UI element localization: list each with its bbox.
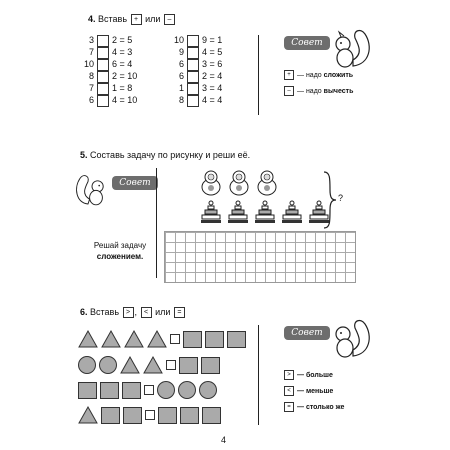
matryoshka-icon <box>200 170 222 196</box>
square-shape <box>179 357 198 374</box>
circle-shape <box>157 381 175 399</box>
less-box[interactable]: < <box>141 307 152 318</box>
answer-box[interactable] <box>166 360 176 370</box>
answer-box[interactable] <box>187 71 199 83</box>
equation-first-number: 10 <box>83 59 94 69</box>
answer-box[interactable] <box>145 410 155 420</box>
equation-row <box>80 94 137 106</box>
square-shape <box>123 407 142 424</box>
divider <box>258 325 259 425</box>
equation-row <box>80 34 137 46</box>
equation-rest: 3 = 6 <box>202 59 223 69</box>
equation-first-number: 6 <box>88 95 94 105</box>
equation-first-number: 7 <box>88 83 94 93</box>
triangle-shape <box>120 356 140 374</box>
shape-row-2 <box>78 356 220 374</box>
square-shape <box>100 382 119 399</box>
answer-box[interactable] <box>97 59 109 71</box>
equation-row <box>170 94 222 106</box>
answer-box[interactable] <box>144 385 154 395</box>
page-number: 4 <box>221 435 227 445</box>
sovet-badge: Совет <box>284 36 330 50</box>
equation-first-number: 9 <box>178 47 184 57</box>
circle-shape <box>99 356 117 374</box>
task5-title: 5. Составь задачу по рисунку и реши её. <box>80 150 251 160</box>
equation-first-number: 1 <box>178 83 184 93</box>
equation-rest: 4 = 5 <box>202 47 223 57</box>
divider <box>156 168 157 278</box>
equation-row <box>80 58 137 70</box>
task4-left-equations <box>80 34 137 106</box>
equation-row <box>170 82 222 94</box>
shape-row-4 <box>78 406 221 424</box>
pyramid-row <box>200 200 330 224</box>
matryoshka-icon <box>228 170 250 196</box>
shape-row-3 <box>78 381 217 399</box>
square-shape <box>101 407 120 424</box>
question-mark: ? <box>338 193 344 203</box>
equation-first-number: 10 <box>173 35 184 45</box>
circle-shape <box>199 381 217 399</box>
equation-rest: 1 = 8 <box>112 83 133 93</box>
equation-row <box>170 46 222 58</box>
equation-first-number: 8 <box>88 71 94 81</box>
circle-shape <box>178 381 196 399</box>
square-shape <box>205 331 224 348</box>
shape-row-1 <box>78 330 246 348</box>
answer-box[interactable] <box>187 59 199 71</box>
square-shape <box>183 331 202 348</box>
answer-box[interactable] <box>97 47 109 59</box>
answer-grid[interactable] <box>164 231 356 283</box>
pyramid-toy-icon <box>254 200 276 224</box>
pyramid-toy-icon <box>281 200 303 224</box>
equation-row <box>170 70 222 82</box>
triangle-shape <box>147 330 167 348</box>
divider <box>258 35 259 115</box>
equation-rest: 9 = 1 <box>202 35 223 45</box>
sovet-badge: Совет <box>112 176 158 190</box>
answer-box[interactable] <box>187 35 199 47</box>
answer-box[interactable] <box>187 83 199 95</box>
equation-row <box>80 70 137 82</box>
square-shape <box>180 407 199 424</box>
circle-shape <box>78 356 96 374</box>
equation-rest: 4 = 3 <box>112 47 133 57</box>
equation-rest: 4 = 10 <box>112 95 138 105</box>
equation-rest: 6 = 4 <box>112 59 133 69</box>
square-shape <box>78 382 97 399</box>
hint-plus: + — надо сложить <box>284 70 353 80</box>
equation-first-number: 6 <box>178 59 184 69</box>
square-shape <box>202 407 221 424</box>
equal-box[interactable]: = <box>174 307 185 318</box>
pyramid-toy-icon <box>227 200 249 224</box>
hint-minus: – — надо вычесть <box>284 86 353 96</box>
answer-box[interactable] <box>97 71 109 83</box>
sovet-badge: Совет <box>284 326 330 340</box>
equation-first-number: 7 <box>88 47 94 57</box>
answer-box[interactable] <box>187 95 199 107</box>
matryoshka-icon <box>256 170 278 196</box>
answer-box[interactable] <box>187 47 199 59</box>
hint-equal: = — столько же <box>284 402 344 412</box>
equation-first-number: 6 <box>178 71 184 81</box>
minus-box[interactable]: – <box>164 14 175 25</box>
square-shape <box>227 331 246 348</box>
squirrel-icon <box>72 170 112 210</box>
squirrel-icon <box>325 26 375 71</box>
task6-title: 6. Вставь > , < или = <box>80 307 186 318</box>
triangle-shape <box>78 330 98 348</box>
answer-box[interactable] <box>97 95 109 107</box>
hint-less: < — меньше <box>284 386 333 396</box>
equation-row <box>80 82 137 94</box>
hint-greater: > — больше <box>284 370 333 380</box>
task4-title: 4. Вставь + или – <box>88 14 176 25</box>
square-shape <box>201 357 220 374</box>
equation-row <box>170 58 222 70</box>
triangle-shape <box>101 330 121 348</box>
task5-hint: Решай задачу сложением. <box>93 241 147 261</box>
equation-rest: 2 = 5 <box>112 35 133 45</box>
greater-box[interactable]: > <box>123 307 134 318</box>
answer-box[interactable] <box>97 35 109 47</box>
square-shape <box>122 382 141 399</box>
pyramid-toy-icon <box>200 200 222 224</box>
equation-rest: 3 = 4 <box>202 83 223 93</box>
equation-first-number: 8 <box>178 95 184 105</box>
triangle-shape <box>78 406 98 424</box>
plus-box[interactable]: + <box>131 14 142 25</box>
answer-box[interactable] <box>97 83 109 95</box>
equation-rest: 4 = 4 <box>202 95 223 105</box>
equation-first-number: 3 <box>88 35 94 45</box>
equation-row <box>80 46 137 58</box>
matryoshka-row <box>200 170 278 196</box>
triangle-shape <box>124 330 144 348</box>
equation-rest: 2 = 4 <box>202 71 223 81</box>
answer-box[interactable] <box>170 334 180 344</box>
squirrel-icon <box>325 316 375 361</box>
equation-row <box>170 34 222 46</box>
triangle-shape <box>143 356 163 374</box>
task4-right-equations <box>170 34 222 106</box>
equation-rest: 2 = 10 <box>112 71 138 81</box>
square-shape <box>158 407 177 424</box>
